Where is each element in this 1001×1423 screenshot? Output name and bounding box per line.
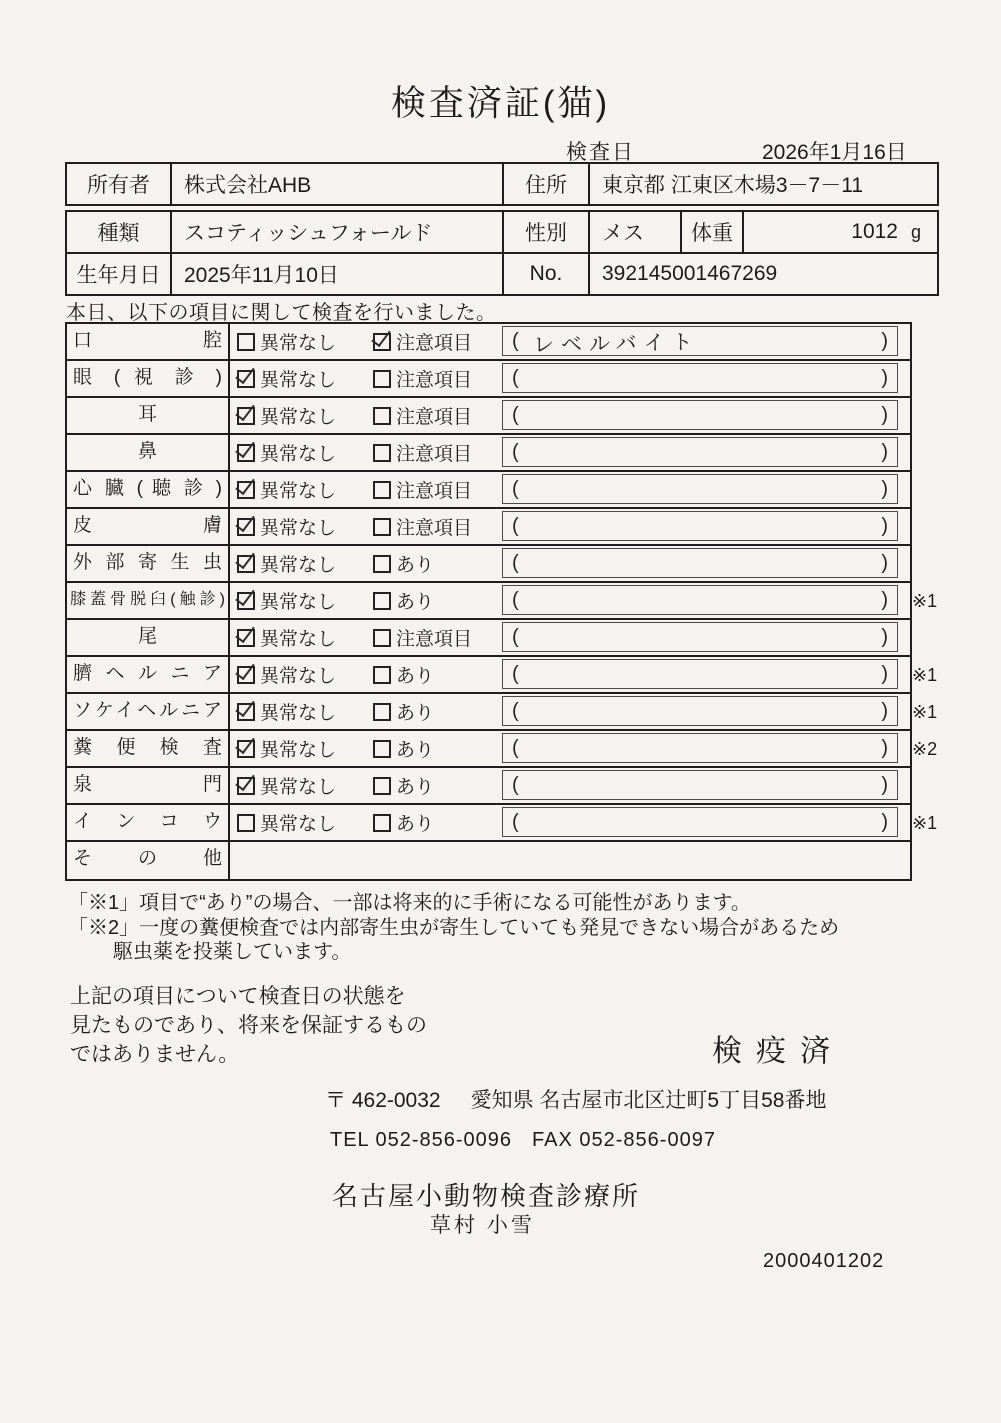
footnote-2-line2: 駆虫薬を投薬しています。 xyxy=(113,941,352,963)
checkbox-attention-icon[interactable] xyxy=(373,444,391,462)
exam-item-label: 心 臓 ( 聴 診 ) xyxy=(67,472,230,507)
paren-open: ( xyxy=(512,773,519,796)
option-attention-label: 注意項目 xyxy=(396,333,473,354)
handwritten-remark xyxy=(519,819,882,825)
checkbox-no-abnormality-icon[interactable] xyxy=(237,703,255,721)
paren-close: ) xyxy=(881,366,888,389)
address-value: 東京都 江東区木場3－7－11 xyxy=(602,174,863,197)
checkbox-no-abnormality-icon[interactable] xyxy=(237,407,255,425)
option-no-abnormality xyxy=(237,731,336,766)
checkbox-no-abnormality-icon[interactable] xyxy=(237,777,255,795)
remarks-field xyxy=(502,696,898,726)
option-no-abnormality-label: 異常なし xyxy=(260,666,337,687)
exam-table-row xyxy=(67,842,910,879)
remarks-field xyxy=(502,400,898,430)
checkbox-attention-icon[interactable] xyxy=(373,333,391,351)
exam-item-label: 膝蓋骨脱臼(触診) xyxy=(67,583,230,618)
owner-value: 株式会社AHB xyxy=(172,164,504,204)
remarks-field xyxy=(502,585,898,615)
handwritten-remark xyxy=(519,634,882,640)
paren-close: ) xyxy=(881,699,888,722)
clinic-address: 愛知県 名古屋市北区辻町5丁目58番地 xyxy=(470,1089,827,1112)
paren-open: ( xyxy=(512,662,519,685)
checkbox-attention-icon[interactable] xyxy=(373,777,391,795)
checkbox-attention-icon[interactable] xyxy=(373,740,391,758)
checkbox-attention-icon[interactable] xyxy=(373,518,391,536)
paren-close: ) xyxy=(881,625,888,648)
exam-table-row xyxy=(67,435,910,472)
exam-table-row xyxy=(67,361,910,398)
option-attention-label: 注意項目 xyxy=(396,629,473,650)
paren-open: ( xyxy=(512,551,519,574)
checkbox-attention-icon[interactable] xyxy=(373,814,391,832)
option-attention-label: 注意項目 xyxy=(396,444,473,465)
option-attention-label: あり xyxy=(396,703,435,724)
paren-close: ) xyxy=(881,514,888,537)
option-attention xyxy=(373,583,434,618)
paren-close: ) xyxy=(881,477,888,500)
handwritten-remark xyxy=(519,560,882,566)
weight-value: 1012 xyxy=(851,220,898,243)
inspection-date-label: 検査日 xyxy=(566,141,635,164)
exam-item-content xyxy=(230,842,910,879)
clinic-tel: TEL 052-856-0096 xyxy=(330,1129,513,1151)
remarks-field xyxy=(502,548,898,578)
handwritten-remark xyxy=(519,745,882,751)
exam-item-label: 口 腔 xyxy=(67,324,230,359)
remarks-field xyxy=(502,807,898,837)
checkbox-attention-icon[interactable] xyxy=(373,629,391,647)
exam-item-content xyxy=(230,694,910,729)
exam-item-label: 眼 ( 視 診 ) xyxy=(67,361,230,396)
option-no-abnormality xyxy=(237,657,336,692)
clinic-fax: FAX 052-856-0097 xyxy=(532,1129,716,1151)
sex-label: 性別 xyxy=(504,212,590,252)
option-no-abnormality-label: 異常なし xyxy=(260,740,337,761)
remarks-field xyxy=(502,474,898,504)
option-attention xyxy=(373,435,472,470)
handwritten-remark xyxy=(519,523,882,529)
exam-item-content xyxy=(230,805,910,840)
exam-table-row xyxy=(67,657,938,694)
disclaimer-line3: ではありません。 xyxy=(70,1043,240,1066)
exam-table-row xyxy=(67,694,938,731)
exam-item-content xyxy=(230,509,910,544)
checkbox-no-abnormality-icon[interactable] xyxy=(237,740,255,758)
option-no-abnormality xyxy=(237,435,336,470)
paren-open: ( xyxy=(512,810,519,833)
exam-item-content xyxy=(230,398,910,433)
breed-value: スコティッシュフォールド xyxy=(172,212,504,252)
exam-item-content xyxy=(230,620,910,655)
weight-cell xyxy=(744,212,937,252)
remarks-field xyxy=(502,733,898,763)
checkbox-attention-icon[interactable] xyxy=(373,407,391,425)
checkbox-attention-icon[interactable] xyxy=(373,703,391,721)
checkbox-no-abnormality-icon[interactable] xyxy=(237,629,255,647)
paren-close: ) xyxy=(881,403,888,426)
exam-item-content xyxy=(230,546,910,581)
option-no-abnormality-label: 異常なし xyxy=(260,703,337,724)
exam-table-row xyxy=(67,731,938,768)
handwritten-remark xyxy=(519,782,882,788)
handwritten-remark xyxy=(519,671,882,677)
paren-open: ( xyxy=(512,403,519,426)
disclaimer-line2: 見たものであり、将来を保証するもの xyxy=(70,1014,427,1037)
option-attention xyxy=(373,509,472,544)
option-no-abnormality xyxy=(237,768,336,803)
exam-item-content xyxy=(230,435,910,470)
exam-table-row xyxy=(67,583,938,620)
checkbox-no-abnormality-icon[interactable] xyxy=(237,333,255,351)
option-attention-label: あり xyxy=(396,555,435,576)
handwritten-remark xyxy=(519,708,882,714)
handwritten-remark: レベルバイト xyxy=(532,331,700,357)
checkbox-attention-icon[interactable] xyxy=(373,555,391,573)
exam-item-label: 鼻 xyxy=(67,435,230,470)
option-no-abnormality-label: 異常なし xyxy=(260,518,337,539)
option-attention xyxy=(373,768,434,803)
checkbox-no-abnormality-icon[interactable] xyxy=(237,666,255,684)
exam-item-label: そ の 他 xyxy=(67,842,230,879)
handwritten-remark xyxy=(519,375,882,381)
owner-label: 所有者 xyxy=(67,164,172,204)
paren-open: ( xyxy=(512,366,519,389)
option-attention-label: あり xyxy=(396,777,435,798)
checkbox-attention-icon[interactable] xyxy=(373,666,391,684)
checkbox-no-abnormality-icon[interactable] xyxy=(237,555,255,573)
clinic-address-line xyxy=(325,1084,826,1114)
option-no-abnormality xyxy=(237,546,336,581)
handwritten-remark xyxy=(519,449,882,455)
exam-item-label: ソケイヘルニア xyxy=(67,694,230,729)
exam-item-content xyxy=(230,657,910,692)
handwritten-remark xyxy=(519,412,882,418)
checkbox-no-abnormality-icon[interactable] xyxy=(237,814,255,832)
exam-item-content xyxy=(230,324,910,359)
option-attention-label: 注意項目 xyxy=(396,518,473,539)
row-footnote-mark: ※1 xyxy=(912,702,938,722)
remarks-field xyxy=(502,363,898,393)
exam-item-label: 耳 xyxy=(67,398,230,433)
remarks-field xyxy=(502,622,898,652)
option-no-abnormality-label: 異常なし xyxy=(260,370,337,391)
paren-close: ) xyxy=(881,329,888,352)
paren-open: ( xyxy=(512,477,519,500)
checkbox-attention-icon[interactable] xyxy=(373,481,391,499)
pet-info-table xyxy=(65,210,939,296)
breed-label: 種類 xyxy=(67,212,172,252)
paren-open: ( xyxy=(512,514,519,537)
option-attention xyxy=(373,398,472,433)
option-no-abnormality-label: 異常なし xyxy=(260,333,337,354)
checkbox-attention-icon[interactable] xyxy=(373,592,391,610)
weight-unit: g xyxy=(910,221,921,242)
option-no-abnormality-label: 異常なし xyxy=(260,777,337,798)
footnote-1: 「※1」項目で“あり”の場合、一部は将来的に手術になる可能性があります。 xyxy=(68,892,751,914)
option-attention xyxy=(373,546,434,581)
exam-item-label: 臍 ヘ ル ニ ア xyxy=(67,657,230,692)
remarks-field xyxy=(502,437,898,467)
checkbox-no-abnormality-icon[interactable] xyxy=(237,592,255,610)
option-attention xyxy=(373,731,434,766)
option-no-abnormality xyxy=(237,398,336,433)
option-no-abnormality-label: 異常なし xyxy=(260,444,337,465)
exam-item-content xyxy=(230,361,910,396)
remarks-field xyxy=(502,659,898,689)
exam-item-content xyxy=(230,583,910,618)
remarks-field xyxy=(502,770,898,800)
clinic-name: 名古屋小動物検査診療所 xyxy=(332,1181,641,1211)
paren-close: ) xyxy=(881,773,888,796)
exam-item-label: 糞 便 検 査 xyxy=(67,731,230,766)
exam-item-content xyxy=(230,731,910,766)
microchip-no-label: No. xyxy=(504,254,590,294)
paren-open: ( xyxy=(512,329,519,352)
clinic-postal-code: 〒 462-0032 xyxy=(325,1089,441,1112)
option-no-abnormality xyxy=(237,472,336,507)
option-no-abnormality-label: 異常なし xyxy=(260,629,337,650)
address-label: 住所 xyxy=(504,164,590,204)
row-footnote-mark: ※1 xyxy=(912,591,938,611)
checkbox-no-abnormality-icon[interactable] xyxy=(237,370,255,388)
exam-table-row xyxy=(67,768,910,805)
option-attention-label: 注意項目 xyxy=(396,370,473,391)
option-no-abnormality xyxy=(237,583,336,618)
checkbox-attention-icon[interactable] xyxy=(373,370,391,388)
option-attention xyxy=(373,657,434,692)
exam-item-label: 皮 膚 xyxy=(67,509,230,544)
remarks-field xyxy=(502,326,898,356)
quarantine-passed-stamp: 検疫済 xyxy=(712,1035,844,1068)
option-no-abnormality xyxy=(237,509,336,544)
option-no-abnormality xyxy=(237,694,336,729)
paren-close: ) xyxy=(881,551,888,574)
exam-results-table xyxy=(65,322,938,881)
option-attention-label: あり xyxy=(396,740,435,761)
option-no-abnormality xyxy=(237,361,336,396)
exam-item-label: 尾 xyxy=(67,620,230,655)
handwritten-remark xyxy=(519,486,882,492)
checkbox-no-abnormality-icon[interactable] xyxy=(237,481,255,499)
exam-table-row xyxy=(67,324,910,361)
disclaimer-line1: 上記の項目について検査日の状態を xyxy=(70,985,406,1008)
handwritten-remark xyxy=(519,597,882,603)
exam-item-label: イ ン コ ウ xyxy=(67,805,230,840)
exam-table-row xyxy=(67,398,910,435)
option-attention xyxy=(373,472,472,507)
paren-close: ) xyxy=(881,588,888,611)
weight-label: 体重 xyxy=(682,212,744,252)
exam-table-row xyxy=(67,620,910,657)
paren-close: ) xyxy=(881,440,888,463)
option-no-abnormality-label: 異常なし xyxy=(260,555,337,576)
checkbox-no-abnormality-icon[interactable] xyxy=(237,518,255,536)
option-attention-label: あり xyxy=(396,592,435,613)
paren-open: ( xyxy=(512,440,519,463)
option-no-abnormality-label: 異常なし xyxy=(260,407,337,428)
option-attention-label: 注意項目 xyxy=(396,407,473,428)
remarks-field xyxy=(502,511,898,541)
exam-item-label: 泉 門 xyxy=(67,768,230,803)
paren-open: ( xyxy=(512,588,519,611)
option-attention xyxy=(373,805,434,840)
option-no-abnormality-label: 異常なし xyxy=(260,592,337,613)
option-no-abnormality xyxy=(237,805,336,840)
disclaimer-text xyxy=(70,982,427,1069)
exam-table-row xyxy=(67,472,910,509)
birthdate-label: 生年月日 xyxy=(67,254,172,294)
exam-item-content xyxy=(230,472,910,507)
page-title: 検査済証(猫) xyxy=(390,84,611,123)
row-footnote-mark: ※1 xyxy=(912,813,938,833)
paren-close: ) xyxy=(881,662,888,685)
paren-open: ( xyxy=(512,736,519,759)
option-no-abnormality xyxy=(237,324,336,359)
option-attention xyxy=(373,361,472,396)
exam-item-content xyxy=(230,768,910,803)
option-attention-label: あり xyxy=(396,666,435,687)
owner-info-table xyxy=(65,162,939,206)
paren-open: ( xyxy=(512,699,519,722)
row-footnote-mark: ※2 xyxy=(912,739,938,759)
option-no-abnormality-label: 異常なし xyxy=(260,814,337,835)
intro-sentence: 本日、以下の項目に関して検査を行いました。 xyxy=(66,302,497,324)
exam-item-label: 外 部 寄 生 虫 xyxy=(67,546,230,581)
paren-close: ) xyxy=(881,736,888,759)
microchip-no-value: 392145001467269 xyxy=(602,262,778,285)
veterinarian-name: 草村 小雪 xyxy=(430,1214,535,1237)
option-attention xyxy=(373,620,472,655)
exam-table-row xyxy=(67,805,938,842)
exam-table-row xyxy=(67,546,910,583)
sex-value: メス xyxy=(590,212,682,252)
checkbox-no-abnormality-icon[interactable] xyxy=(237,444,255,462)
option-attention xyxy=(373,324,472,359)
paren-close: ) xyxy=(881,810,888,833)
footnote-2-line1: 「※2」一度の糞便検査では内部寄生虫が寄生していても発見できない場合があるため xyxy=(68,917,840,939)
document-code: 2000401202 xyxy=(763,1250,885,1272)
option-no-abnormality-label: 異常なし xyxy=(260,481,337,502)
option-attention-label: 注意項目 xyxy=(396,481,473,502)
exam-table-row xyxy=(67,509,910,546)
paren-open: ( xyxy=(512,625,519,648)
option-attention-label: あり xyxy=(396,814,435,835)
birthdate-value: 2025年11月10日 xyxy=(172,254,504,294)
option-attention xyxy=(373,694,434,729)
row-footnote-mark: ※1 xyxy=(912,665,938,685)
inspection-date-value: 2026年1月16日 xyxy=(762,141,907,164)
clinic-phone-line xyxy=(330,1129,716,1152)
option-no-abnormality xyxy=(237,620,336,655)
